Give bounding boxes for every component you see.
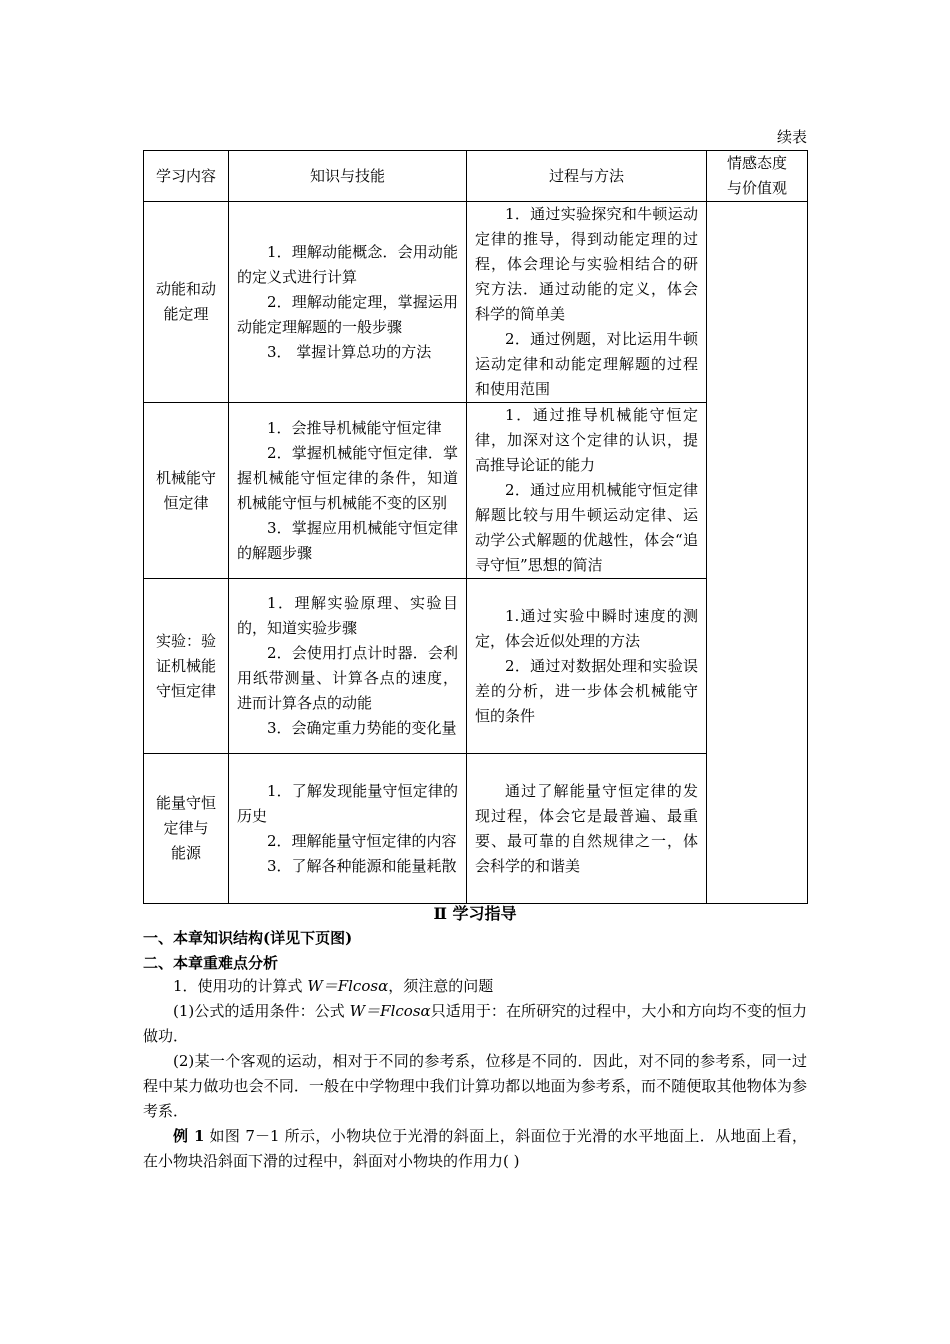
paragraph-reference-frame: (2)某一个客观的运动，相对于不同的参考系，位移是不同的．因此，对不同的参考系，同一过程中某力做功也会不同．一般在中学物理中我们计算功都以地面为参考系，而不随便取其他物体为参考系． [143, 1052, 807, 1120]
table-header-row [144, 151, 808, 202]
paragraph-work-formula [143, 974, 807, 999]
process-item: 1．通过推导机械能守恒定律，加深对这个定律的认识，提高推导论证的能力 [475, 406, 698, 474]
example-label: 例 1 [173, 1127, 205, 1145]
topic-line: 能定理 [163, 305, 209, 323]
topic-line: 实验：验 [155, 631, 216, 650]
header-attitude [707, 151, 808, 202]
header-attitude-line: 情感态度 [726, 154, 787, 172]
knowledge-cell [229, 403, 467, 579]
topic-line: 恒定律 [163, 493, 209, 512]
knowledge-cell [229, 754, 467, 904]
header-process: 过程与方法 [467, 151, 707, 202]
attitude-cell [707, 202, 808, 904]
paragraph-condition [143, 999, 807, 1049]
topic-line: 动能和动 [155, 280, 216, 298]
formula: W＝Flcosα [307, 977, 389, 995]
knowledge-cell [229, 202, 467, 403]
text-span: (1)公式的适用条件：公式 [173, 1002, 350, 1020]
process-cell [467, 403, 707, 579]
heading-knowledge-structure: 一、本章知识结构(详见下页图) [143, 929, 353, 947]
text-span: 1．使用功的计算式 [173, 977, 308, 995]
knowledge-item: 3． 掌握计算总功的方法 [267, 342, 432, 361]
knowledge-item: 2．理解能量守恒定律的内容 [267, 831, 457, 850]
process-cell [467, 579, 707, 754]
text-span: 只适用于：在所研究的过程中，大小和方向均不变的恒力做功． [143, 1002, 807, 1045]
topic-line: 证机械能 [155, 656, 216, 675]
process-cell [467, 202, 707, 403]
knowledge-item: 3．掌握应用机械能守恒定律的解题步骤 [237, 518, 458, 562]
knowledge-item: 1．了解发现能量守恒定律的历史 [237, 781, 458, 825]
topic-cell [144, 754, 229, 904]
process-item: 2．通过对数据处理和实验误差的分析，进一步体会机械能守恒的条件 [475, 656, 698, 725]
knowledge-item: 2．会使用打点计时器．会利用纸带测量、计算各点的速度，进而计算各点的动能 [237, 644, 458, 712]
knowledge-item: 3．会确定重力势能的变化量 [267, 719, 457, 737]
process-item: 1．通过实验探究和牛顿运动定律的推导，得到动能定理的过程，体会理论与实验相结合的研究方法．通过动能的定义，体会科学的简单美 [475, 205, 698, 323]
topic-line: 守恒定律 [155, 681, 216, 700]
text-span: ，须注意的问题 [388, 977, 494, 995]
knowledge-item: 2．理解动能定理，掌握运用动能定理解题的一般步骤 [237, 292, 458, 336]
process-item: 2．通过例题，对比运用牛顿运动定律和动能定理解题的过程和使用范围 [475, 330, 698, 398]
section-title: Ⅱ 学习指导 [433, 904, 517, 923]
knowledge-item: 2．掌握机械能守恒定律．掌握机械能守恒定律的条件，知道机械能守恒与机械能不变的区别 [237, 443, 458, 512]
header-knowledge: 知识与技能 [229, 151, 467, 202]
table-row [144, 202, 808, 403]
process-item: 1.通过实验中瞬时速度的测定，体会近似处理的方法 [475, 606, 698, 650]
topic-cell [144, 579, 229, 754]
topic-line: 定律与 [163, 819, 209, 837]
topic-cell [144, 202, 229, 403]
knowledge-item: 1．理解动能概念．会用动能的定义式进行计算 [237, 242, 458, 286]
heading-key-points: 二、本章重难点分析 [143, 954, 279, 972]
process-item: 通过了解能量守恒定律的发现过程，体会它是最普遍、最重要、最可靠的自然规律之一，体会科学的和谐美 [475, 781, 698, 875]
paragraph-example [143, 1124, 807, 1174]
header-content: 学习内容 [144, 151, 229, 202]
example-text: 如图 7－1 所示，小物块位于光滑的斜面上，斜面位于光滑的水平地面上．从地面上看，在小物块沿斜面下滑的过程中，斜面对小物块的作用力( ) [143, 1127, 807, 1170]
topic-cell [144, 403, 229, 579]
knowledge-item: 3．了解各种能源和能量耗散 [267, 856, 457, 875]
continued-label: 续表 [776, 128, 807, 146]
process-item: 2．通过应用机械能守恒定律解题比较与用牛顿运动定律、运动学公式解题的优越性，体会“追寻守恒”思想的简洁 [475, 481, 698, 574]
formula: W＝Flcosα [349, 1002, 431, 1020]
process-cell [467, 754, 707, 904]
topic-line: 能源 [170, 844, 201, 862]
learning-objectives-table [143, 150, 808, 904]
header-attitude-line: 与价值观 [726, 179, 787, 197]
knowledge-item: 1．理解实验原理、实验目的，知道实验步骤 [237, 594, 458, 637]
knowledge-item: 1．会推导机械能守恒定律 [267, 418, 442, 437]
knowledge-cell [229, 579, 467, 754]
topic-line: 能量守恒 [155, 794, 216, 812]
topic-line: 机械能守 [155, 468, 216, 487]
body-paragraphs [143, 974, 807, 1174]
